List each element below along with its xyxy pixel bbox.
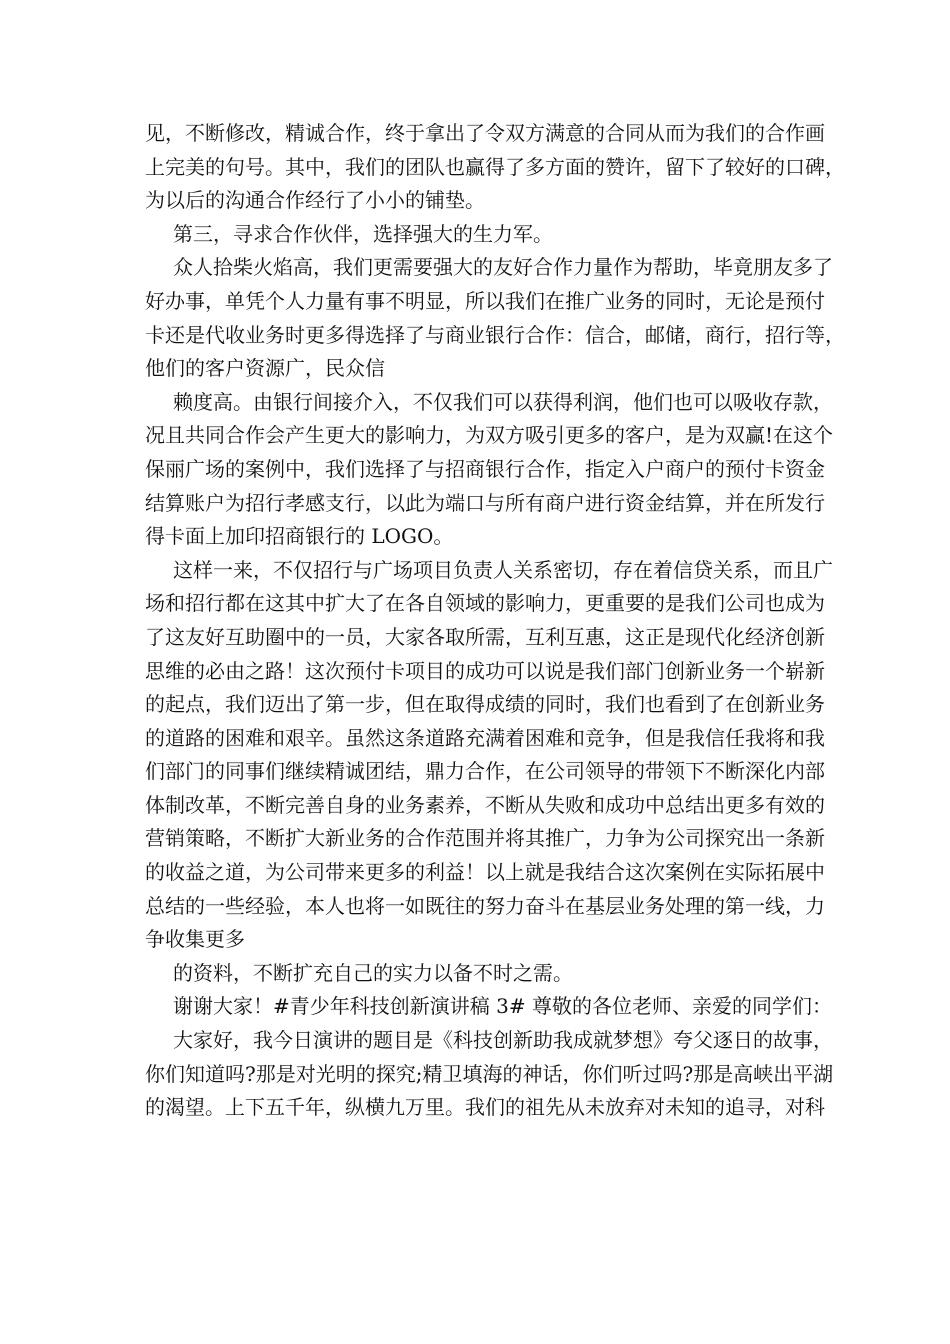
text-line: 的收益之道，为公司带来更多的利益！以上就是我结合这次案例在实际拓展中	[145, 860, 825, 885]
text-line: 第三，寻求合作伙伴，选择强大的生力军。	[173, 221, 553, 246]
text-line: 体制改革，不断完善自身的业务素养，不断从失败和成功中总结出更多有效的	[145, 792, 825, 817]
text-line: 们部门的同事们继续精诚团结，鼎力合作，在公司领导的带领下不断深化内部	[145, 759, 825, 784]
text-line: 好办事，单凭个人力量有事不明显，所以我们在推广业务的同时，无论是预付	[145, 288, 825, 313]
text-line: 卡还是代收业务时更多得选择了与商业银行合作：信合，邮储，商行，招行等，	[145, 322, 845, 347]
text-line: 大家好，我今日演讲的题目是《科技创新助我成就梦想》夸父逐日的故事，	[173, 1028, 833, 1053]
text-line: 思维的必由之路！这次预付卡项目的成功可以说是我们部门创新业务一个崭新	[145, 658, 825, 683]
text-line: 的资料，不断扩充自己的实力以备不时之需。	[173, 960, 573, 985]
text-line: 赖度高。由银行间接介入，不仅我们可以获得利润，他们也可以吸收存款，	[173, 389, 833, 414]
text-line: 况且共同合作会产生更大的影响力，为双方吸引更多的客户，是为双赢!在这个	[145, 423, 834, 448]
text-line: 保丽广场的案例中，我们选择了与招商银行合作，指定入户商户的预付卡资金	[145, 456, 825, 481]
text-line: 上完美的句号。其中，我们的团队也赢得了多方面的赞许，留下了较好的口碑，	[145, 154, 845, 179]
text-line: 结算账户为招行孝感支行，以此为端口与所有商户进行资金结算，并在所发行	[145, 490, 825, 515]
text-line: 的起点，我们迈出了第一步，但在取得成绩的同时，我们也看到了在创新业务	[145, 692, 825, 717]
text-line: 见，不断修改，精诚合作，终于拿出了令双方满意的合同从而为我们的合作画	[145, 121, 825, 145]
text-line: 争收集更多	[145, 927, 245, 952]
text-line: 他们的客户资源广，民众信	[145, 356, 385, 381]
text-line: 众人拾柴火焰高，我们更需要强大的友好合作力量作为帮助，毕竟朋友多了	[173, 255, 833, 280]
text-line: 的渴望。上下五千年，纵横九万里。我们的祖先从未放弃对未知的追寻，对科	[145, 1095, 825, 1120]
document-body	[145, 117, 845, 1125]
text-line: 这样一来，不仅招行与广场项目负责人关系密切，存在着信贷关系，而且广	[173, 557, 833, 582]
text-line: 场和招行都在这其中扩大了在各自领域的影响力，更重要的是我们公司也成为	[145, 591, 825, 616]
text-line: 为以后的沟通合作经行了小小的铺垫。	[145, 188, 485, 213]
text-line: 了这友好互助圈中的一员，大家各取所需，互利互惠，这正是现代化经济创新	[145, 624, 825, 649]
text-line: 总结的一些经验，本人也将一如既往的努力奋斗在基层业务处理的第一线，力	[145, 893, 825, 918]
text-line: 的道路的困难和艰辛。虽然这条道路充满着困难和竞争，但是我信任我将和我	[145, 725, 825, 750]
text-line: 谢谢大家！#青少年科技创新演讲稿 3# 尊敬的各位老师、亲爱的同学们：	[173, 994, 832, 1019]
text-line: 得卡面上加印招商银行的 LOGO。	[145, 524, 454, 549]
text-line: 你们知道吗?那是对光明的探究;精卫填海的神话，你们听过吗?那是高峡出平湖	[145, 1061, 834, 1086]
text-line: 营销策略，不断扩大新业务的合作范围并将其推广，力争为公司探究出一条新	[145, 826, 825, 851]
